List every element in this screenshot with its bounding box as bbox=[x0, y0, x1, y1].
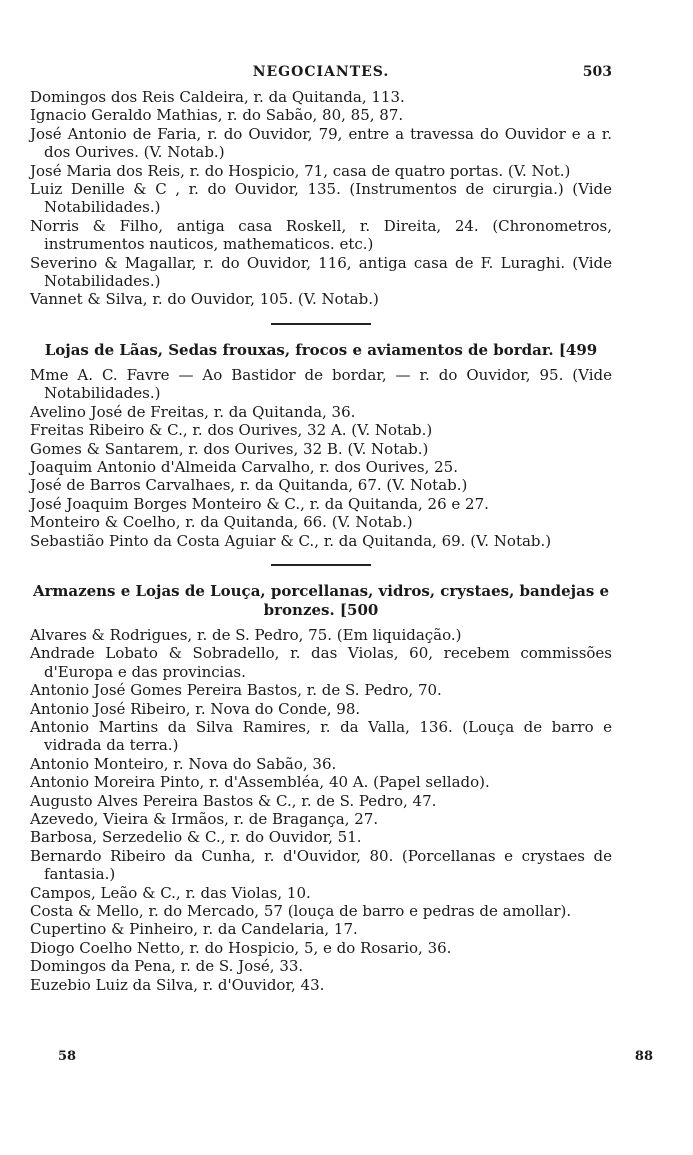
directory-entry: Gomes & Santarem, r. dos Ourives, 32 B. (V. Notab.) bbox=[30, 439, 429, 458]
directory-entry: Augusto Alves Pereira Bastos & C., r. de S. Pedro, 47. bbox=[30, 791, 437, 810]
running-title: NEGOCIANTES. bbox=[252, 64, 390, 80]
directory-entry: Antonio José Gomes Pereira Bastos, r. de S. Pedro, 70. bbox=[30, 681, 442, 700]
directory-section bbox=[30, 88, 612, 309]
directory-entry: Antonio José Ribeiro, r. Nova do Conde, 98. bbox=[30, 699, 361, 718]
directory-entry: Andrade Lobato & Sobradello, r. das Violas, 60, recebem commissões d'Europa e das provincias. bbox=[30, 644, 612, 681]
directory-entry: Antonio Monteiro, r. Nova do Sabão, 36. bbox=[30, 754, 337, 773]
page bbox=[30, 62, 612, 994]
directory-entry: Bernardo Ribeiro da Cunha, r. d'Ouvidor, 80. (Porcellanas e crystaes de fantasia.) bbox=[30, 846, 612, 884]
directory-entry: José Joaquim Borges Monteiro & C., r. da Quitanda, 26 e 27. bbox=[30, 494, 489, 513]
directory-entry: Joaquim Antonio d'Almeida Carvalho, r. dos Ourives, 25. bbox=[30, 457, 458, 476]
directory-entry: Costa & Mello, r. do Mercado, 57 (louça de barro e pedras de amollar). bbox=[30, 902, 572, 921]
directory-entry: Antonio Martins da Silva Ramires, r. da Valla, 136. (Louça de barro e vidrada da terra.) bbox=[30, 717, 612, 755]
page-footer bbox=[0, 1049, 693, 1067]
directory-entry: Azevedo, Vieira & Irmãos, r. de Bragança, 27. bbox=[30, 810, 379, 828]
section-heading: Lojas de Lãas, Sedas frouxas, frocos e aviamentos de bordar. [499 bbox=[44, 340, 598, 359]
directory-entry: José Maria dos Reis, r. do Hospicio, 71, casa de quatro portas. (V. Not.) bbox=[30, 161, 571, 180]
page-content bbox=[30, 88, 612, 994]
directory-entry: Diogo Coelho Netto, r. do Hospicio, 5, e do Rosario, 36. bbox=[30, 938, 452, 957]
directory-entry: Norris & Filho, antiga casa Roskell, r. Direita, 24. (Chronometros, instrumentos nauticos, mathematicos. etc.) bbox=[30, 216, 612, 254]
directory-entry: Domingos dos Reis Caldeira, r. da Quitanda, 113. bbox=[30, 88, 405, 106]
directory-entry: Campos, Leão & C., r. das Violas, 10. bbox=[30, 883, 311, 902]
directory-entry: Ignacio Geraldo Mathias, r. do Sabão, 80, 85, 87. bbox=[30, 106, 404, 125]
directory-entry: Alvares & Rodrigues, r. de S. Pedro, 75. (Em liquidação.) bbox=[30, 625, 462, 644]
directory-entry: Luiz Denille & C , r. do Ouvidor, 135. (Instrumentos de cirurgia.) (Vide Notabilidades.) bbox=[30, 180, 612, 217]
directory-entry: José de Barros Carvalhaes, r. da Quitanda, 67. (V. Notab.) bbox=[30, 476, 468, 495]
section-divider bbox=[271, 323, 371, 325]
page-number: 503 bbox=[582, 64, 612, 80]
directory-entry: Euzebio Luiz da Silva, r. d'Ouvidor, 43. bbox=[30, 975, 325, 994]
footer-number: 88 bbox=[634, 1049, 653, 1064]
directory-section bbox=[30, 323, 612, 550]
signature-mark: 58 bbox=[58, 1049, 77, 1064]
directory-entry: Monteiro & Coelho, r. da Quitanda, 66. (V. Notab.) bbox=[30, 513, 413, 532]
directory-entry: Sebastião Pinto da Costa Aguiar & C., r. da Quitanda, 69. (V. Notab.) bbox=[30, 531, 552, 550]
directory-entry: Domingos da Pena, r. de S. José, 33. bbox=[30, 957, 304, 976]
section-divider bbox=[271, 564, 371, 566]
directory-entry: Severino & Magallar, r. do Ouvidor, 116, antiga casa de F. Luraghi. (Vide Notabilidades.) bbox=[30, 253, 612, 291]
directory-entry: Antonio Moreira Pinto, r. d'Assembléa, 40 A. (Papel sellado). bbox=[30, 773, 490, 792]
directory-entry: Freitas Ribeiro & C., r. dos Ourives, 32 A. (V. Notab.) bbox=[30, 421, 433, 440]
directory-entry: José Antonio de Faria, r. do Ouvidor, 79, entre a travessa do Ouvidor e a r. dos Ourives. (V. Notab.) bbox=[30, 124, 612, 162]
section-heading: Armazens e Lojas de Louça, porcellanas, vidros, crystaes, bandejas e bronzes. [500 bbox=[32, 581, 610, 619]
directory-entry: Cupertino & Pinheiro, r. da Candelaria, 17. bbox=[30, 920, 358, 939]
directory-entry: Mme A. C. Favre — Ao Bastidor de bordar, — r. do Ouvidor, 95. (Vide Notabilidades.) bbox=[30, 365, 612, 403]
directory-section bbox=[30, 564, 612, 994]
directory-entry: Vannet & Silva, r. do Ouvidor, 105. (V. Notab.) bbox=[30, 290, 379, 309]
directory-entry: Barbosa, Serzedelio & C., r. do Ouvidor, 51. bbox=[30, 828, 362, 847]
page-header bbox=[30, 62, 612, 88]
directory-entry: Avelino José de Freitas, r. da Quitanda, 36. bbox=[30, 402, 356, 421]
